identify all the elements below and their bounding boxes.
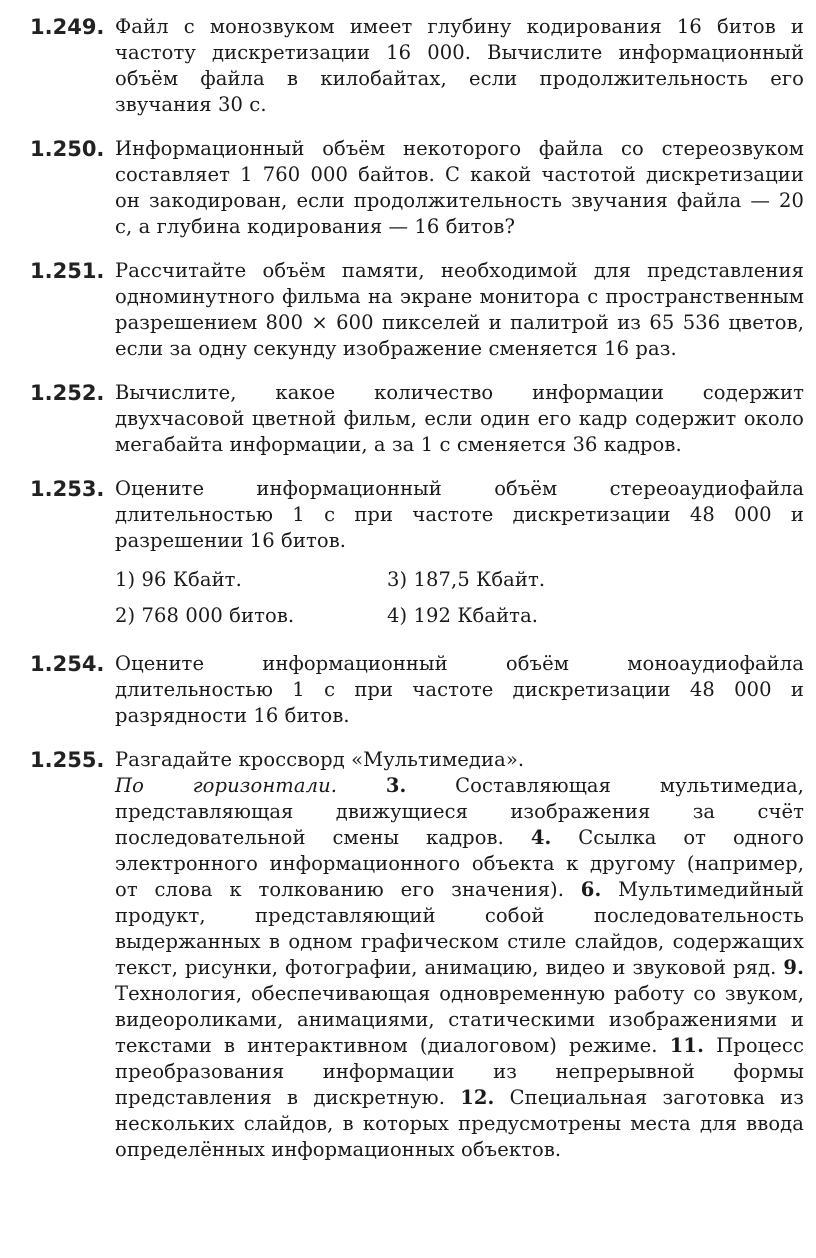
clue-text: Составляющая мультимедиа, представляющая движущиеся изображения за счёт последовательной смены кадров. bbox=[115, 774, 804, 849]
clue-number: 12. bbox=[460, 1086, 495, 1109]
clue-number: 11. bbox=[669, 1034, 704, 1057]
answer-option: 2) 768 000 битов. bbox=[115, 604, 295, 627]
clue-text: Мультимедийный продукт, представляющий собой последовательность выдержанных в одном графическом стиле слайдов, содержащих текст, рисунки, фотографии, анимацию, видео и звуковой ряд. bbox=[115, 878, 804, 979]
task-text: Информационный объём некоторого файла со стереозвуком составляет 1 760 000 байтов. С какой частотой дискретизации он закодирован, если продолжительность звучания файла — 20 с, а глубина кодирования — 16 битов? bbox=[115, 137, 804, 238]
task-number: 1.252. bbox=[30, 381, 105, 405]
task-text: Файл с монозвуком имеет глубину кодирования 16 битов и частоту дискретизации 16 000. Вычислите информационный объём файла в килобайтах, если продолжительность его звучания 30 с. bbox=[115, 15, 804, 116]
task-1-252 bbox=[30, 380, 804, 458]
task-number: 1.254. bbox=[30, 652, 105, 676]
task-content bbox=[115, 476, 804, 633]
clue-number: 6. bbox=[580, 878, 602, 901]
task-1-249 bbox=[30, 14, 804, 118]
task-number: 1.253. bbox=[30, 477, 105, 501]
task-1-254 bbox=[30, 651, 804, 729]
clue-text: Специальная заготовка из нескольких слайдов, в которых предусмотрены места для ввода определённых информационных объектов. bbox=[115, 1086, 804, 1161]
task-number: 1.255. bbox=[30, 748, 105, 772]
clue-number: 4. bbox=[530, 826, 552, 849]
clue-number: 3. bbox=[385, 774, 407, 797]
crossword-clues bbox=[115, 773, 804, 1163]
answer-option: 1) 96 Кбайт. bbox=[115, 568, 242, 591]
across-heading: По горизонтали. bbox=[115, 774, 338, 797]
clue-text: Технология, обеспечивающая одновременную работу со звуком, видеороликами, анимациями, статическими изображениями и текстами в интерактивном (диалоговом) режиме. bbox=[115, 982, 804, 1057]
task-text: Вычислите, какое количество информации содержит двухчасовой цветной фильм, если один его кадр содержит около мегабайта информации, а за 1 с сменяется 36 кадров. bbox=[115, 381, 804, 456]
task-text: Рассчитайте объём памяти, необходимой для представления одноминутного фильма на экране монитора с пространственным разрешением 800 × 600 пикселей и палитрой из 65 536 цветов, если за одну секунду изображение сменяется 16 раз. bbox=[115, 259, 804, 360]
task-text: Оцените информационный объём моноаудиофайла длительностью 1 с при частоте дискретизации 48 000 и разрядности 16 битов. bbox=[115, 652, 804, 727]
task-1-253 bbox=[30, 476, 804, 633]
task-1-251 bbox=[30, 258, 804, 362]
task-text: Оцените информационный объём стереоаудиофайла длительностью 1 с при частоте дискретизации 48 000 и разрешении 16 битов. bbox=[115, 477, 804, 552]
task-content bbox=[115, 747, 804, 773]
task-number: 1.250. bbox=[30, 137, 105, 161]
task-number: 1.251. bbox=[30, 259, 105, 283]
task-number: 1.249. bbox=[30, 15, 105, 39]
answer-options bbox=[115, 567, 804, 629]
answer-option: 4) 192 Кбайта. bbox=[387, 604, 539, 627]
clue-number: 9. bbox=[783, 956, 804, 979]
task-1-250 bbox=[30, 136, 804, 240]
task-text: Разгадайте кроссворд «Мультимедиа». bbox=[115, 748, 525, 771]
clue-text: Процесс преобразования информации из непрерывной формы представления в дискретную. bbox=[115, 1034, 804, 1109]
task-1-255 bbox=[30, 747, 804, 773]
answer-option: 3) 187,5 Кбайт. bbox=[387, 568, 546, 591]
clue-text: Ссылка от одного электронного информационного объекта к другому (например, от слова к толкованию его значения). bbox=[115, 826, 804, 901]
